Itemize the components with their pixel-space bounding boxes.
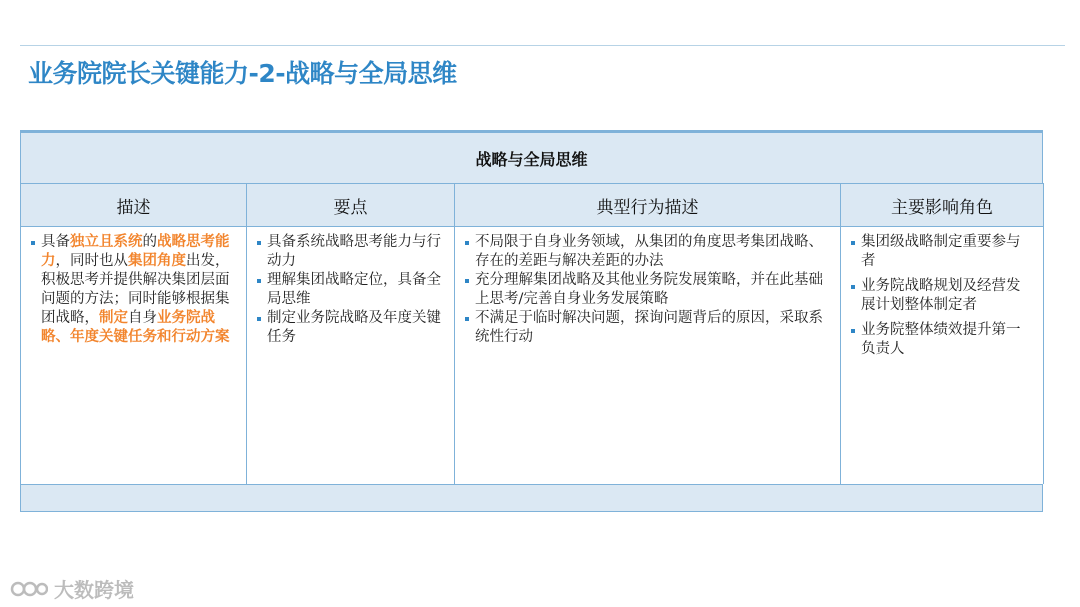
description-text: 出发，积极思考并提供解决集团层面问题的方法；同时能够根据集团战略，	[41, 253, 230, 326]
key-point-item: 理解集团战略定位，具备全局思维	[257, 271, 444, 309]
competency-table	[20, 130, 1043, 512]
description-cell	[21, 226, 247, 484]
watermark-text: 大数跨境	[54, 578, 134, 602]
table-header: 战略与全局思维	[20, 133, 1043, 183]
description-text: 具备	[41, 234, 70, 250]
description-highlight: 集团角度	[128, 253, 186, 269]
slide-title: 业务院院长关键能力-2-战略与全局思维	[28, 59, 457, 88]
behavior-item: 充分理解集团战略及其他业务院发展策略，并在此基础上思考/完善自身业务发展策略	[465, 271, 830, 309]
roles-cell	[841, 226, 1044, 484]
description-highlight: 业务院战略、年度关键任务和行动方案	[41, 310, 230, 345]
description-highlight: 独立且系统	[70, 234, 143, 250]
column-header-description: 描述	[21, 183, 247, 226]
behavior-item: 不局限于自身业务领域，从集团的角度思考集团战略、存在的差距与解决差距的办法	[465, 233, 830, 271]
key-point-item: 具备系统战略思考能力与行动力	[257, 233, 444, 271]
key-point-item: 制定业务院战略及年度关键任务	[257, 309, 444, 347]
description-highlight: 战略思考能力	[41, 234, 230, 269]
column-header-roles: 主要影响角色	[841, 183, 1044, 226]
column-header-key-points: 要点	[247, 183, 455, 226]
column-header-behaviors: 典型行为描述	[455, 183, 841, 226]
top-divider	[20, 45, 1065, 46]
description-highlight: 制定	[99, 310, 128, 326]
behaviors-cell	[455, 226, 841, 484]
behavior-item: 不满足于临时解决问题，探询问题背后的原因，采取系统性行动	[465, 309, 830, 347]
role-item: 业务院整体绩效提升第一负责人	[851, 321, 1033, 359]
description-text: 自身	[128, 310, 157, 326]
table-footer	[20, 484, 1043, 512]
watermark	[10, 574, 134, 603]
key-points-cell	[247, 226, 455, 484]
role-item: 集团级战略制定重要参与者	[851, 233, 1033, 271]
table-grid	[20, 183, 1043, 484]
description-item	[31, 233, 236, 347]
role-item: 业务院战略规划及经营发展计划整体制定者	[851, 277, 1033, 315]
brand-logo-icon	[10, 578, 48, 600]
description-text: ，同时也从	[55, 253, 128, 269]
description-text: 的	[142, 234, 157, 250]
